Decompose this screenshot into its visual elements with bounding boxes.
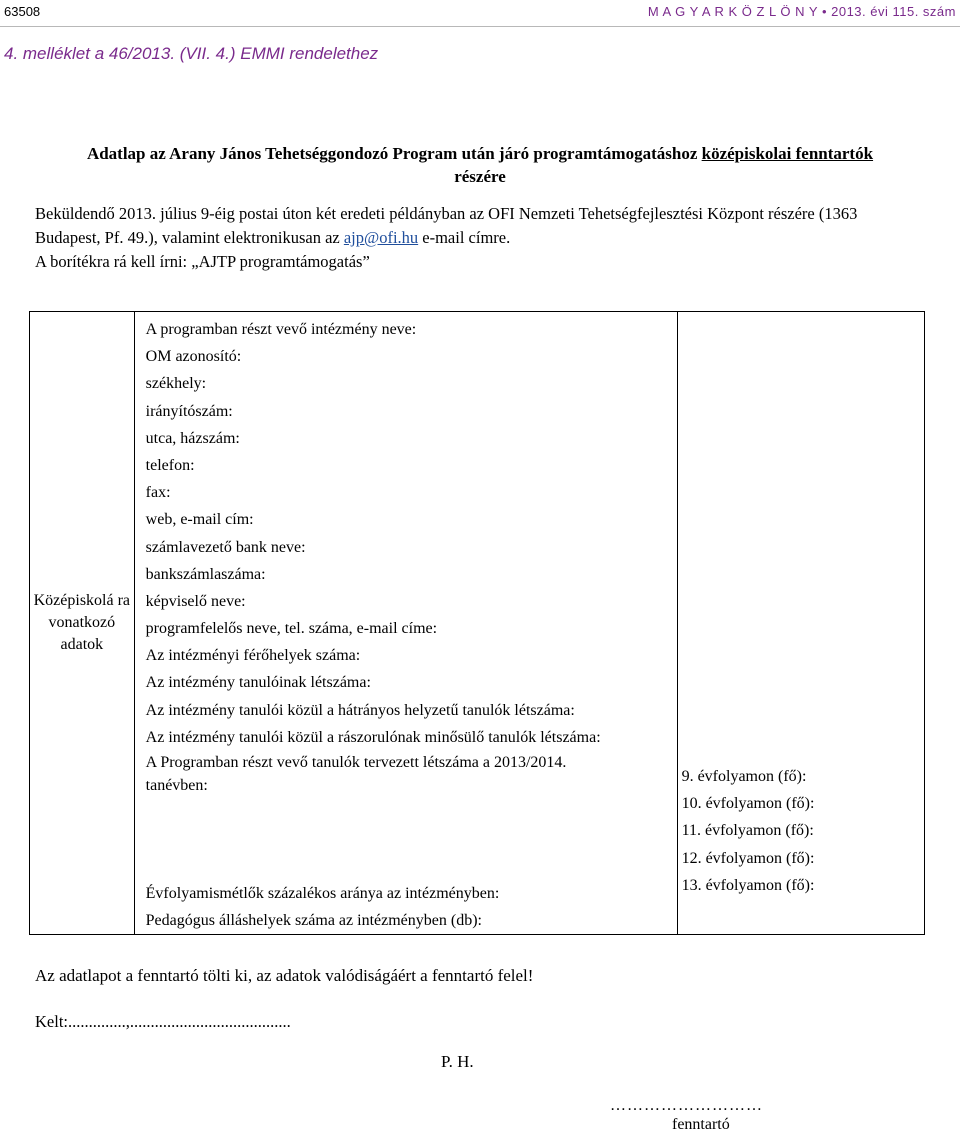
grade-13: 13. évfolyamon (fő):: [681, 876, 815, 894]
planned-count-label: A Programban részt vevő tanulók tervezett létszáma a 2013/2014. tanévben:: [145, 754, 567, 794]
field-seat: székhely:: [145, 375, 207, 393]
field-institution-name: A programban részt vevő intézmény neve:: [145, 321, 417, 338]
page-number: 63508: [4, 4, 41, 19]
field-phone: telefon:: [145, 456, 195, 474]
grade-list: [678, 312, 924, 899]
field-representative: képviselő neve:: [145, 592, 246, 610]
responsibility-note: Az adatlapot a fenntartó tölti ki, az adatok valódiságáért a fenntartó felel!: [35, 966, 534, 985]
grade-11: 11. évfolyamon (fő):: [681, 822, 814, 840]
field-postcode: irányítószám:: [145, 402, 233, 420]
page-header: [0, 0, 960, 27]
field-disadvantaged-count: Az intézmény tanulói közül a hátrányos helyzetű tanulók létszáma:: [145, 701, 575, 719]
field-fax: fax:: [145, 484, 171, 502]
field-needy-count: Az intézmény tanulói közül a rászorulónak minősülő tanulók létszáma:: [145, 728, 601, 746]
date-line: Kelt:..............,.......................................: [35, 1012, 291, 1031]
field-capacity: Az intézményi férőhelyek száma:: [145, 647, 361, 665]
field-bank-account: bankszámlaszáma:: [145, 565, 266, 583]
field-street: utca, házszám:: [145, 429, 240, 447]
field-web-email: web, e-mail cím:: [145, 511, 254, 529]
intro-line-1: Beküldendő 2013. július 9-éig postai úton két eredeti példányban az OFI Nemzeti Tehetségfejlesztési Központ részére (1363 Budapest, Pf. 49.), valamint elektronikusan az: [35, 204, 858, 247]
signature-label: fenntartó: [672, 1116, 730, 1133]
title-part-3: részére: [454, 167, 506, 186]
field-repeaters: Évfolyamismétlők százalékos aránya az intézményben:: [145, 885, 500, 902]
journal-title: M A G Y A R K Ö Z L Ö N Y • 2013. évi 115. szám: [647, 4, 956, 19]
field-teacher-positions: Pedagógus álláshelyek száma az intézményben (db):: [145, 912, 482, 930]
title-part-1: Adatlap az Arany János Tehetséggondozó Program után járó programtámogatáshoz: [86, 144, 702, 163]
grade-12: 12. évfolyamon (fő):: [681, 849, 815, 867]
stamp-placeholder: P. H.: [441, 1052, 474, 1071]
grade-10: 10. évfolyamon (fő):: [681, 795, 815, 813]
field-program-manager: programfelelős neve, tel. száma, e-mail címe:: [145, 620, 438, 638]
field-student-count: Az intézmény tanulóinak létszáma:: [145, 674, 371, 692]
grade-9: 9. évfolyamon (fő):: [681, 768, 807, 785]
annex-label: 4. melléklet a 46/2013. (VII. 4.) EMMI rendelethez: [4, 44, 379, 63]
signature-line: ………………………: [610, 1097, 763, 1114]
field-om-id: OM azonosító:: [145, 348, 242, 366]
side-label-text: Középiskolá ra vonatkozó adatok: [33, 592, 131, 654]
field-column: [134, 312, 677, 935]
form-title: [30, 142, 930, 188]
title-part-2: középiskolai fenntartók: [701, 144, 874, 163]
intro-text: [35, 202, 915, 274]
field-bank-name: számlavezető bank neve:: [145, 538, 306, 556]
email-link[interactable]: ajp@ofi.hu: [343, 228, 419, 247]
intro-line-2: A borítékra rá kell írni: „AJTP programtámogatás”: [35, 252, 370, 271]
data-form-table: [29, 311, 925, 935]
intro-line-1-end: e-mail címre.: [418, 228, 511, 247]
side-label: [30, 312, 135, 935]
answer-column: [677, 312, 924, 935]
planned-count-block: [146, 751, 677, 880]
